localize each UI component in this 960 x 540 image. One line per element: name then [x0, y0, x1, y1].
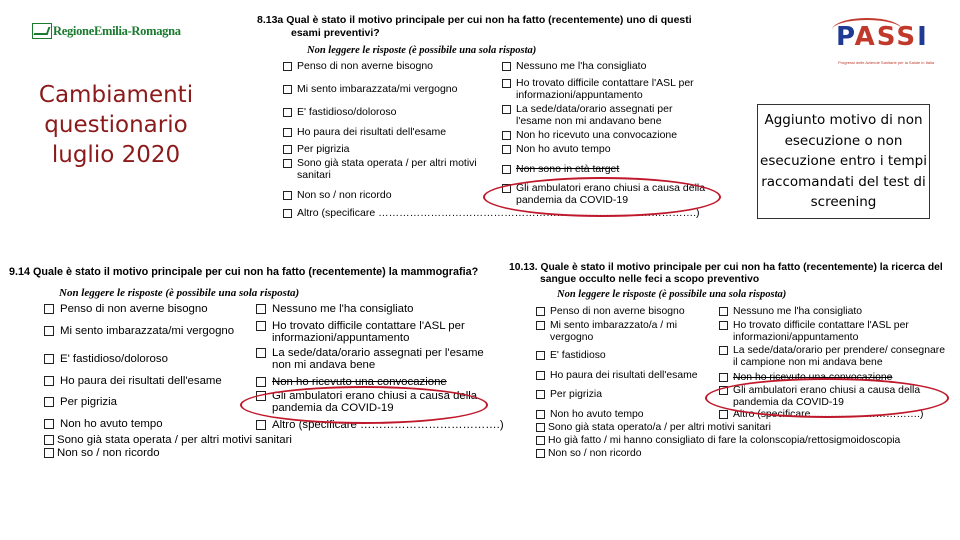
option-label-line: pandemia da COVID-19	[272, 402, 394, 414]
option-label-line: Per pigrizia	[60, 396, 117, 408]
option-label-line: Non ho avuto tempo	[550, 409, 644, 420]
answer-option[interactable]	[536, 448, 642, 460]
option-label-line: informazioni/appuntamento	[733, 331, 859, 343]
option-label-line: Penso di non averne bisogno	[60, 303, 208, 315]
option-label-line: Gli ambulatori erano chiusi a causa della	[272, 390, 478, 402]
option-checkbox[interactable]	[536, 449, 545, 458]
option-label-line: Altro (specificare ………………………….)	[733, 409, 924, 420]
option-label-line: pandemia da COVID-19	[733, 396, 844, 408]
option-checkbox[interactable]	[536, 436, 545, 445]
option-label	[548, 435, 900, 447]
answer-option[interactable]	[719, 345, 945, 368]
option-label-line: Nessuno me l'ha consigliato	[516, 60, 647, 72]
question-instruction: Non leggere le risposte (è possibile una sola risposta)	[557, 289, 787, 300]
question-title: 10.13. Quale è stato il motivo principale per cui non ha fatto (recentemente) la ricerca del	[509, 262, 943, 273]
option-label-line: Mi sento imbarazzata/mi vergogno	[297, 83, 458, 95]
option-label	[550, 320, 677, 343]
option-checkbox[interactable]	[536, 307, 545, 316]
option-label-line: Non ho ricevuto una convocazione	[272, 376, 447, 388]
option-checkbox[interactable]	[719, 321, 728, 330]
answer-option[interactable]	[536, 306, 685, 318]
option-label	[550, 370, 698, 382]
answer-option[interactable]	[536, 435, 900, 447]
answer-option[interactable]	[536, 389, 602, 401]
option-label-line: Sono già stata operata / per altri motivi sanitari	[57, 434, 292, 446]
option-label-line: Mi sento imbarazzato/a / mi	[550, 320, 678, 331]
question-title: 9.14 Quale è stato il motivo principale per cui non ha fatto (recentemente) la mammografia?	[9, 266, 479, 278]
option-label	[733, 320, 909, 343]
option-label-line: Ho paura dei risultati dell'esame	[60, 375, 222, 387]
logo-text: RegioneEmilia-Romagna	[53, 24, 181, 38]
option-label	[733, 306, 862, 318]
option-label	[733, 345, 945, 368]
option-label-line: Non ho avuto tempo	[60, 418, 163, 430]
option-checkbox[interactable]	[536, 321, 545, 330]
option-checkbox[interactable]	[719, 346, 728, 355]
answer-option[interactable]	[536, 422, 771, 434]
option-label-line: Penso di non averne bisogno	[550, 306, 685, 317]
option-label-line: Penso di non averne bisogno	[297, 60, 434, 72]
option-label-line: Non so / non ricordo	[297, 189, 392, 201]
option-label-line: La sede/data/orario per prendere/ consegnare	[733, 345, 945, 356]
option-label	[548, 448, 642, 460]
option-checkbox[interactable]	[719, 307, 728, 316]
option-label-line: E' fastidioso	[550, 350, 606, 361]
option-label-line: Gli ambulatori erano chiusi a causa della	[733, 385, 921, 396]
option-label-line: Mi sento imbarazzata/mi vergogno	[60, 325, 235, 337]
option-label	[548, 422, 771, 434]
option-checkbox[interactable]	[719, 373, 728, 382]
option-label	[550, 350, 606, 362]
question-title: 8.13a Qual è stato il motivo principale per cui non ha fatto (recentemente) uno di questi	[257, 14, 692, 26]
option-checkbox[interactable]	[719, 410, 728, 419]
option-label-line: Non so / non ricordo	[548, 448, 642, 459]
slide-title: Cambiamenti questionario luglio 2020	[38, 82, 194, 168]
option-label-line: Non so / non ricordo	[57, 447, 160, 459]
option-label-line: sanitari	[297, 168, 331, 181]
option-label-line: Ho già fatto / mi hanno consigliato di fare la colonscopia/rettosigmoidoscopia	[548, 435, 901, 446]
option-label-line: Ho trovato difficile contattare l'ASL per	[516, 77, 694, 89]
option-label-line: il campione non mi andava bene	[733, 356, 883, 368]
option-label-line: pandemia da COVID-19	[516, 193, 629, 206]
answer-option[interactable]	[536, 350, 606, 362]
option-label-line: Altro (specificare ……………………………………………………………………………….)	[297, 207, 700, 219]
question-title-cont: sangue occulto nelle feci a scopo preventivo	[540, 274, 760, 285]
option-label-line: Ho trovato difficile contattare l'ASL per	[272, 320, 465, 332]
option-label-line: Ho paura dei risultati dell'esame	[297, 126, 447, 138]
passi-wordmark: PASSI	[836, 22, 929, 52]
option-label-line: informazioni/appuntamento	[272, 332, 410, 344]
option-label-line: E' fastidioso/doloroso	[60, 353, 168, 365]
option-label-line: l'esame non mi andavano bene	[516, 114, 662, 127]
option-checkbox[interactable]	[536, 410, 545, 419]
answer-option[interactable]	[719, 306, 862, 318]
highlight-ring	[705, 378, 949, 418]
option-label	[550, 409, 644, 421]
option-label-line: Non ho avuto tempo	[516, 143, 611, 155]
option-label-line: non mi andava bene	[272, 359, 376, 371]
option-checkbox[interactable]	[536, 423, 545, 432]
option-checkbox[interactable]	[536, 390, 545, 399]
option-label-line: Non ho ricevuto una convocazione	[516, 129, 678, 141]
option-label	[550, 389, 602, 401]
option-label-line: Altro (specificare ……………………………….)	[272, 419, 504, 431]
answer-option[interactable]	[719, 320, 909, 343]
option-label	[550, 306, 685, 318]
option-label-line: Sono già stata operata / per altri motivi	[297, 157, 477, 169]
option-label-line: Nessuno me l'ha consigliato	[733, 306, 863, 317]
option-label-line: La sede/data/orario assegnati per l'esame	[272, 347, 484, 359]
option-label-line: Per pigrizia	[297, 143, 350, 155]
option-label-line: Nessuno me l'ha consigliato	[272, 303, 414, 315]
question-instruction: Non leggere le risposte (è possibile una sola risposta)	[307, 45, 537, 56]
option-label-line: La sede/data/orario assegnati per	[516, 103, 673, 115]
option-label-line: Non sono in età target	[516, 163, 620, 175]
option-label-line: Sono già stata operato/a / per altri motivi sanitari	[548, 422, 771, 433]
answer-option[interactable]	[536, 370, 698, 382]
option-checkbox[interactable]	[536, 371, 545, 380]
option-label-line: Gli ambulatori erano chiusi a causa della	[516, 182, 706, 194]
option-label-line: informazioni/appuntamento	[516, 88, 643, 101]
note-box: Aggiunto motivo di non esecuzione o non esecuzione entro i tempi raccomandati del test di screening	[757, 104, 930, 219]
option-checkbox[interactable]	[536, 351, 545, 360]
option-label-line: Non ho ricevuto una convocazione	[733, 372, 893, 383]
question-instruction: Non leggere le risposte (è possibile una sola risposta)	[59, 287, 300, 299]
option-label-line: vergogno	[550, 331, 594, 343]
option-label-line: E' fastidioso/doloroso	[297, 106, 397, 118]
option-label-line: Per pigrizia	[550, 389, 602, 400]
answer-option[interactable]	[536, 320, 677, 343]
question-title-cont: esami preventivi?	[291, 27, 380, 39]
option-label-line: Ho trovato difficile contattare l'ASL per	[733, 320, 909, 331]
passi-tagline: Progressi delle Aziende Sanitarie per la Salute in Italia	[838, 60, 935, 65]
option-label-line: Ho paura dei risultati dell'esame	[550, 370, 698, 381]
answer-option[interactable]	[536, 409, 644, 421]
